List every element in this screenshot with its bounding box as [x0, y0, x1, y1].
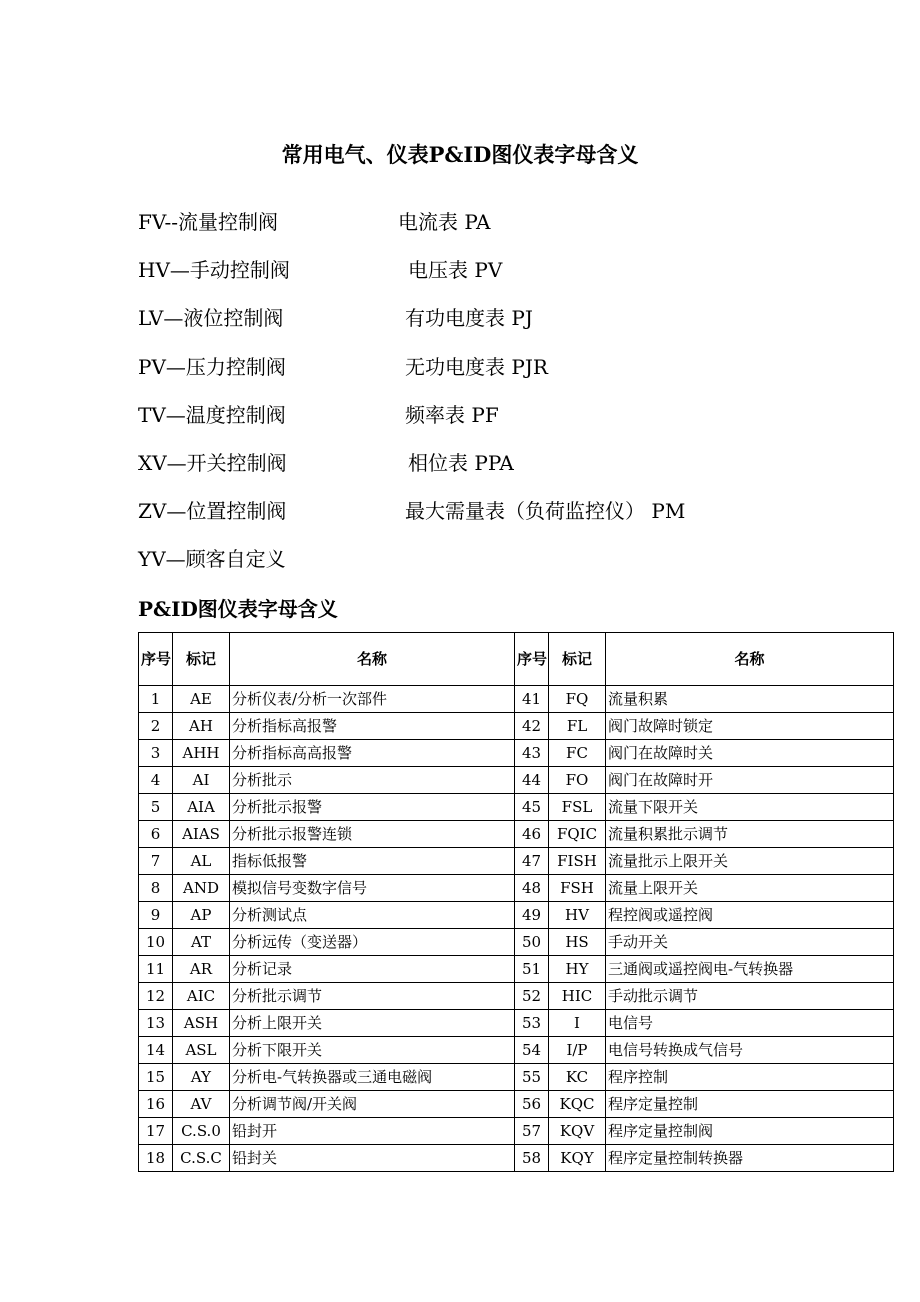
cell-mark: FL [549, 713, 606, 740]
cell-name: 电信号 [606, 1010, 894, 1037]
cell-seq: 17 [139, 1118, 173, 1145]
list-item: FV--流量控制阀 [138, 210, 278, 234]
list-item: 电压表 PV [408, 258, 503, 282]
table-row [139, 1118, 894, 1145]
cell-mark: FQ [549, 686, 606, 713]
list-item: PV—压力控制阀 [138, 355, 286, 379]
cell-seq: 14 [139, 1037, 173, 1064]
table-row [139, 740, 894, 767]
cell-seq: 51 [515, 956, 549, 983]
section-title: P&ID图仪表字母含义 [138, 597, 338, 621]
cell-name: 分析远传（变送器） [230, 929, 515, 956]
cell-mark: FISH [549, 848, 606, 875]
cell-mark: AND [173, 875, 230, 902]
cell-name: 程序定量控制转换器 [606, 1145, 894, 1172]
table-row [139, 1145, 894, 1172]
cell-name: 分析批示报警 [230, 794, 515, 821]
cell-mark: HV [549, 902, 606, 929]
cell-seq: 42 [515, 713, 549, 740]
cell-seq: 50 [515, 929, 549, 956]
table-row [139, 956, 894, 983]
table-row [139, 1010, 894, 1037]
cell-seq: 56 [515, 1091, 549, 1118]
cell-name: 手动批示调节 [606, 983, 894, 1010]
cell-seq: 47 [515, 848, 549, 875]
cell-seq: 54 [515, 1037, 549, 1064]
cell-name: 程序控制 [606, 1064, 894, 1091]
cell-seq: 45 [515, 794, 549, 821]
cell-mark: C.S.0 [173, 1118, 230, 1145]
cell-mark: AIA [173, 794, 230, 821]
cell-mark: AR [173, 956, 230, 983]
cell-mark: KQY [549, 1145, 606, 1172]
cell-seq: 53 [515, 1010, 549, 1037]
cell-seq: 55 [515, 1064, 549, 1091]
table-body [139, 686, 894, 1172]
cell-name: 指标低报警 [230, 848, 515, 875]
cell-name: 流量下限开关 [606, 794, 894, 821]
header-name: 名称 [606, 633, 894, 686]
cell-name: 分析批示报警连锁 [230, 821, 515, 848]
cell-mark: AIAS [173, 821, 230, 848]
cell-name: 模拟信号变数字信号 [230, 875, 515, 902]
cell-mark: HS [549, 929, 606, 956]
cell-mark: FSL [549, 794, 606, 821]
cell-mark: HY [549, 956, 606, 983]
cell-mark: ASL [173, 1037, 230, 1064]
header-mark: 标记 [549, 633, 606, 686]
cell-name: 铅封关 [230, 1145, 515, 1172]
cell-seq: 18 [139, 1145, 173, 1172]
cell-mark: AIC [173, 983, 230, 1010]
cell-name: 分析指标高报警 [230, 713, 515, 740]
list-item: 最大需量表（负荷监控仪） PM [405, 499, 686, 523]
cell-name: 铅封开 [230, 1118, 515, 1145]
cell-name: 分析批示 [230, 767, 515, 794]
cell-mark: KQC [549, 1091, 606, 1118]
table-row [139, 1091, 894, 1118]
cell-seq: 15 [139, 1064, 173, 1091]
list-item: TV—温度控制阀 [138, 403, 286, 427]
cell-name: 分析批示调节 [230, 983, 515, 1010]
cell-seq: 10 [139, 929, 173, 956]
header-seq: 序号 [515, 633, 549, 686]
list-item: 频率表 PF [405, 403, 499, 427]
cell-mark: C.S.C [173, 1145, 230, 1172]
cell-name: 分析记录 [230, 956, 515, 983]
list-item: XV—开关控制阀 [138, 451, 287, 475]
cell-name: 流量积累 [606, 686, 894, 713]
cell-seq: 58 [515, 1145, 549, 1172]
cell-mark: AY [173, 1064, 230, 1091]
cell-name: 程序定量控制阀 [606, 1118, 894, 1145]
cell-mark: AT [173, 929, 230, 956]
table-row [139, 848, 894, 875]
cell-name: 分析仪表/分析一次部件 [230, 686, 515, 713]
cell-name: 分析电-气转换器或三通电磁阀 [230, 1064, 515, 1091]
cell-seq: 12 [139, 983, 173, 1010]
table-row [139, 821, 894, 848]
cell-mark: AP [173, 902, 230, 929]
list-item: LV—液位控制阀 [138, 306, 284, 330]
cell-name: 分析上限开关 [230, 1010, 515, 1037]
cell-name: 流量积累批示调节 [606, 821, 894, 848]
cell-seq: 41 [515, 686, 549, 713]
cell-seq: 7 [139, 848, 173, 875]
list-item: ZV—位置控制阀 [138, 499, 287, 523]
cell-name: 阀门在故障时开 [606, 767, 894, 794]
header-name: 名称 [230, 633, 515, 686]
cell-name: 分析调节阀/开关阀 [230, 1091, 515, 1118]
cell-mark: KQV [549, 1118, 606, 1145]
table-row [139, 929, 894, 956]
cell-mark: AI [173, 767, 230, 794]
cell-mark: I/P [549, 1037, 606, 1064]
cell-seq: 44 [515, 767, 549, 794]
list-item: HV—手动控制阀 [138, 258, 290, 282]
cell-mark: AH [173, 713, 230, 740]
document-title: 常用电气、仪表P&ID图仪表字母含义 [281, 142, 639, 167]
list-item: YV—顾客自定义 [138, 547, 286, 571]
cell-mark: FSH [549, 875, 606, 902]
cell-seq: 8 [139, 875, 173, 902]
cell-mark: FC [549, 740, 606, 767]
table-row [139, 983, 894, 1010]
cell-mark: AE [173, 686, 230, 713]
cell-mark: ASH [173, 1010, 230, 1037]
cell-name: 程控阀或遥控阀 [606, 902, 894, 929]
cell-name: 分析下限开关 [230, 1037, 515, 1064]
table-row [139, 767, 894, 794]
cell-name: 分析指标高高报警 [230, 740, 515, 767]
code-table [138, 632, 894, 1172]
cell-seq: 48 [515, 875, 549, 902]
list-item: 有功电度表 PJ [405, 306, 533, 330]
cell-mark: FO [549, 767, 606, 794]
table-row [139, 875, 894, 902]
table-header-row [139, 633, 894, 686]
cell-name: 流量批示上限开关 [606, 848, 894, 875]
cell-mark: AL [173, 848, 230, 875]
cell-mark: KC [549, 1064, 606, 1091]
cell-seq: 16 [139, 1091, 173, 1118]
cell-name: 流量上限开关 [606, 875, 894, 902]
cell-seq: 49 [515, 902, 549, 929]
cell-seq: 5 [139, 794, 173, 821]
table-row [139, 713, 894, 740]
cell-mark: FQIC [549, 821, 606, 848]
cell-mark: I [549, 1010, 606, 1037]
cell-seq: 4 [139, 767, 173, 794]
cell-seq: 2 [139, 713, 173, 740]
list-item: 无功电度表 PJR [405, 355, 548, 379]
table-row [139, 794, 894, 821]
table-row [139, 686, 894, 713]
cell-seq: 43 [515, 740, 549, 767]
table-row [139, 1037, 894, 1064]
cell-mark: AHH [173, 740, 230, 767]
cell-name: 阀门故障时锁定 [606, 713, 894, 740]
cell-seq: 3 [139, 740, 173, 767]
cell-mark: AV [173, 1091, 230, 1118]
table-row [139, 902, 894, 929]
cell-name: 手动开关 [606, 929, 894, 956]
cell-name: 三通阀或遥控阀电-气转换器 [606, 956, 894, 983]
cell-seq: 13 [139, 1010, 173, 1037]
cell-seq: 57 [515, 1118, 549, 1145]
cell-name: 程序定量控制 [606, 1091, 894, 1118]
cell-name: 分析测试点 [230, 902, 515, 929]
cell-seq: 11 [139, 956, 173, 983]
list-item: 电流表 PA [398, 210, 491, 234]
cell-seq: 52 [515, 983, 549, 1010]
header-seq: 序号 [139, 633, 173, 686]
cell-seq: 46 [515, 821, 549, 848]
cell-name: 阀门在故障时关 [606, 740, 894, 767]
table-row [139, 1064, 894, 1091]
header-mark: 标记 [173, 633, 230, 686]
cell-name: 电信号转换成气信号 [606, 1037, 894, 1064]
cell-seq: 6 [139, 821, 173, 848]
list-item: 相位表 PPA [408, 451, 514, 475]
cell-mark: HIC [549, 983, 606, 1010]
cell-seq: 1 [139, 686, 173, 713]
cell-seq: 9 [139, 902, 173, 929]
